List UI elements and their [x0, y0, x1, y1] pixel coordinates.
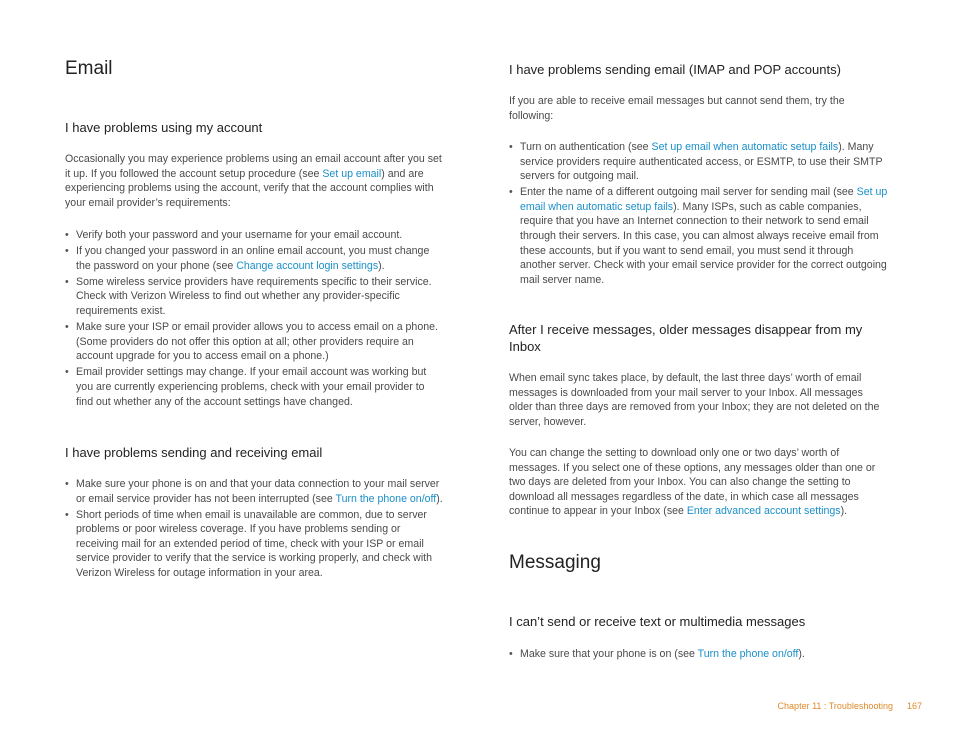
- text-run: ).: [436, 492, 443, 505]
- list-item: [65, 320, 443, 364]
- bullet-list-sending-receiving: [65, 477, 443, 582]
- footer-chapter: Chapter 11 : Troubleshooting: [777, 701, 893, 711]
- text-run: If you changed your password in an online email account, you must change the password on your phone (see: [76, 245, 430, 272]
- text-run: You can change the setting to download only one or two days’ worth of messages. If you select one of these options, any messages older than one or two days are deleted from your Inbox. You can also change the setting to download all messages regardless of the date, in which case all messages continue to appear in your Inbox (see: [509, 447, 876, 518]
- section-title-messaging: Messaging: [509, 552, 601, 573]
- text-run: Make sure your ISP or email provider allows you to access email on a phone. (Some providers do not offer this option at all; other providers require an account upgrade for you to access email on a phone.): [76, 321, 438, 363]
- text-run: Occasionally you may experience problems using an email account after you set it up. If you followed the account setup procedure (see: [65, 153, 442, 180]
- heading-text-multimedia: I can’t send or receive text or multimedia messages: [509, 614, 806, 629]
- text-run: When email sync takes place, by default, the last three days’ worth of email messages is downloaded from your mail server to your Inbox. All messages older than three days are removed from your Inbox; they are not deleted on the server, however.: [509, 372, 880, 428]
- text-run: ). Many service providers require authenticated access, or ESMTP, to use their SMTP servers for outgoing mail.: [520, 141, 883, 183]
- heading-sending-receiving: I have problems sending and receiving email: [65, 445, 323, 460]
- list-item: [65, 477, 443, 506]
- bullet-list-imap: [509, 140, 889, 289]
- cross-reference-link[interactable]: Set up email: [322, 167, 382, 180]
- list-item: [509, 140, 889, 184]
- text-run: ).: [798, 648, 805, 660]
- text-run: Make sure your phone is on and that your data connection to your mail server or email service provider has not been interrupted (see: [76, 478, 440, 505]
- text-run: Verify both your password and your username for your email account.: [76, 229, 403, 241]
- cross-reference-link[interactable]: Set up email when automatic setup fails: [520, 186, 888, 213]
- cross-reference-link[interactable]: Turn the phone on/off: [335, 492, 437, 505]
- list-item: [65, 244, 443, 273]
- paragraph-account-intro: [65, 152, 443, 210]
- heading-problems-account: I have problems using my account: [65, 120, 263, 135]
- text-run: ). Many ISPs, such as cable companies, require that you have an Internet connection to their network to send email through their servers. In this case, you can almost always receive email from these accounts, but if you want to send email, you must send it through another server. Check with your email service provider for the correct outgoing mail server name.: [520, 200, 887, 286]
- heading-older-messages: After I receive messages, older messages disappear from my Inbox: [509, 322, 863, 354]
- list-item: [65, 275, 443, 319]
- text-run: ).: [378, 259, 385, 272]
- list-item: [65, 365, 443, 409]
- bullet-list-account: [65, 228, 443, 411]
- text-run: ) and are experiencing problems using the account, verify that the account complies with your email provider’s requirements:: [65, 167, 434, 209]
- list-item: [65, 228, 443, 243]
- text-run: If you are able to receive email messages but cannot send them, try the following:: [509, 95, 845, 122]
- bullet-list-messaging: [509, 647, 889, 663]
- cross-reference-link[interactable]: Turn the phone on/off: [697, 648, 799, 660]
- page-footer: [778, 701, 922, 711]
- list-item: [509, 185, 889, 287]
- heading-imap-pop: I have problems sending email (IMAP and POP accounts): [509, 62, 841, 77]
- text-run: Email provider settings may change. If your email account was working but you are currently experiencing problems, check with your email provider to find out whether any of the account settings have changed.: [76, 366, 427, 408]
- paragraph-imap-intro: [509, 94, 879, 123]
- page-number: 167: [906, 701, 922, 711]
- list-item: [65, 508, 443, 581]
- text-run: Short periods of time when email is unavailable are common, due to server problems or poor wireless coverage. If you have problems sending or receiving mail for an extended period of time, check with your ISP or email service provider to verify that the service is working properly, and check with Verizon Wireless for outage information in your area.: [76, 508, 433, 580]
- section-title-email: Email: [65, 58, 113, 79]
- text-run: Make sure that your phone is on (see: [520, 648, 698, 660]
- cross-reference-link[interactable]: Change account login settings: [236, 259, 379, 272]
- list-item: [509, 647, 889, 662]
- text-run: Some wireless service providers have requirements specific to their service. Check with Verizon Wireless to find out whether any provider-specific requirements exist.: [76, 275, 432, 317]
- text-run: Enter the name of a different outgoing mail server for sending mail (see: [520, 186, 857, 199]
- text-run: ).: [840, 505, 848, 518]
- cross-reference-link[interactable]: Set up email when automatic setup fails: [651, 141, 839, 153]
- cross-reference-link[interactable]: Enter advanced account settings: [686, 505, 841, 518]
- paragraph-sync-default: [509, 371, 889, 429]
- text-run: Turn on authentication (see: [520, 141, 652, 153]
- paragraph-sync-change: [509, 446, 889, 519]
